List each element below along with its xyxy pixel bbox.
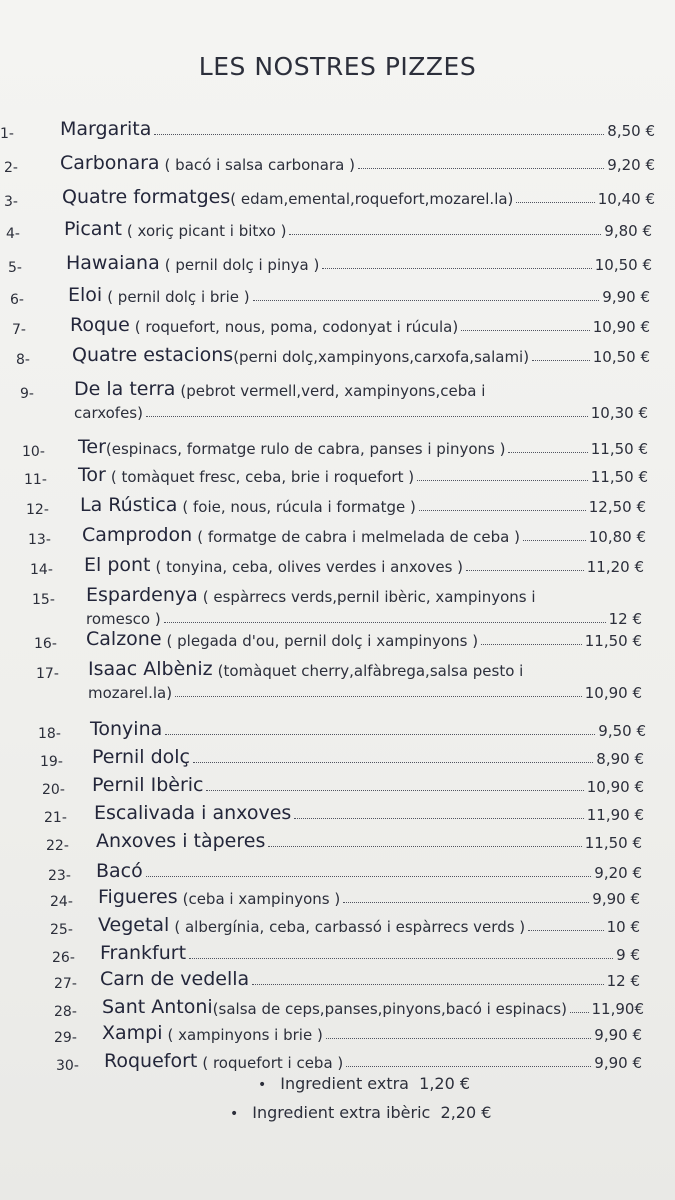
bullet-icon: • <box>230 1106 239 1122</box>
pizza-ingredients: ( albergínia, ceba, carbassó i espàrrecs verds ) <box>174 918 526 936</box>
pizza-number: 18- <box>38 726 61 742</box>
extra-iberic-ingredient <box>230 1103 491 1122</box>
pizza-name: Hawaiana <box>66 252 160 274</box>
pizza-number: 25- <box>50 922 73 938</box>
extra-price: 2,20 € <box>440 1103 492 1122</box>
pizza-price: 11,50 € <box>584 834 642 852</box>
pizza-price: 12 € <box>608 610 642 628</box>
pizza-ingredients: (ceba i xampinyons ) <box>182 890 341 908</box>
pizza-price: 9,20 € <box>607 156 655 174</box>
dot-leader <box>175 696 582 697</box>
pizza-ingredients: ( tonyina, ceba, olives verdes i anxoves ) <box>155 558 463 576</box>
extra-price: 1,20 € <box>419 1074 471 1093</box>
dot-leader <box>165 734 595 735</box>
dot-leader <box>523 540 586 541</box>
dot-leader <box>532 360 590 361</box>
pizza-number: 8- <box>16 352 30 368</box>
pizza-number: 22- <box>46 838 69 854</box>
pizza-name: Pernil dolç <box>92 746 190 768</box>
pizza-name: Espardenya <box>86 584 198 606</box>
pizza-name: Quatre estacions <box>72 344 234 366</box>
pizza-name: Sant Antoni <box>102 996 213 1018</box>
pizza-price: 9,50 € <box>598 722 646 740</box>
dot-leader <box>508 452 587 453</box>
pizza-price: 12,50 € <box>588 498 646 516</box>
pizza-number: 9- <box>20 386 34 402</box>
pizza-name: Camprodon <box>82 524 193 546</box>
dot-leader <box>417 480 588 481</box>
pizza-number: 20- <box>42 782 65 798</box>
pizza-price: 9,20 € <box>594 864 642 882</box>
pizza-ingredients: ( foie, nous, rúcula i formatge ) <box>182 498 416 516</box>
pizza-number: 10- <box>22 444 45 460</box>
pizza-name: Quatre formatges <box>62 186 231 208</box>
pizza-number: 6- <box>10 292 24 308</box>
pizza-name: Carn de vedella <box>100 968 250 990</box>
extra-ingredient <box>258 1074 470 1093</box>
dot-leader <box>570 1012 589 1013</box>
pizza-name: Eloi <box>68 284 103 306</box>
pizza-number: 11- <box>24 472 47 488</box>
pizza-number: 23- <box>48 868 71 884</box>
pizza-number: 30- <box>56 1058 79 1074</box>
pizza-ingredients: ( pernil dolç i pinya ) <box>164 256 320 274</box>
pizza-name: Anxoves i tàperes <box>96 830 266 852</box>
pizza-price: 11,50 € <box>584 632 642 650</box>
pizza-name: El pont <box>84 554 151 576</box>
pizza-price: 9,90 € <box>602 288 650 306</box>
pizza-name: Xampi <box>102 1022 163 1044</box>
pizza-ingredients-continued: carxofes) <box>74 404 143 422</box>
pizza-price: 10,90 € <box>586 778 644 796</box>
pizza-name: Picant <box>64 218 122 240</box>
pizza-name: Frankfurt <box>100 942 187 964</box>
pizza-number: 19- <box>40 754 63 770</box>
pizza-price: 11,20 € <box>586 558 644 576</box>
pizza-price: 8,90 € <box>596 750 644 768</box>
pizza-number: 5- <box>8 260 22 276</box>
pizza-name: Roque <box>70 314 130 336</box>
pizza-price: 10 € <box>606 918 640 936</box>
pizza-ingredients: ( roquefort, nous, poma, codonyat i rúcula) <box>134 318 459 336</box>
pizza-number: 12- <box>26 502 49 518</box>
bullet-icon: • <box>258 1077 267 1093</box>
pizza-price: 9,90 € <box>594 1026 642 1044</box>
pizza-number: 15- <box>32 592 55 608</box>
extra-label: Ingredient extra ibèric <box>252 1103 431 1122</box>
pizza-price: 11,50 € <box>590 440 648 458</box>
pizza-name: Roquefort <box>104 1050 198 1072</box>
pizza-ingredients: ( edam,emental,roquefort,mozarel.la) <box>230 190 514 208</box>
pizza-number: 7- <box>12 322 26 338</box>
pizza-number: 21- <box>44 810 67 826</box>
pizza-price: 9,80 € <box>604 222 652 240</box>
dot-leader <box>289 234 601 235</box>
dot-leader <box>146 876 592 877</box>
dot-leader <box>466 570 584 571</box>
pizza-ingredients: ( bacó i salsa carbonara ) <box>164 156 355 174</box>
pizza-number: 13- <box>28 532 51 548</box>
pizza-ingredients: ( xampinyons i brie ) <box>167 1026 323 1044</box>
pizza-number: 14- <box>30 562 53 578</box>
dot-leader <box>146 416 588 417</box>
pizza-ingredients: ( roquefort i ceba ) <box>202 1054 344 1072</box>
pizza-ingredients-continued: mozarel.la) <box>88 684 173 702</box>
pizza-number: 26- <box>52 950 75 966</box>
pizza-price: 10,50 € <box>594 256 652 274</box>
dot-leader <box>294 818 583 819</box>
pizza-ingredients: (espinacs, formatge rulo de cabra, panses i pinyons ) <box>105 440 506 458</box>
pizza-name: De la terra <box>74 378 176 400</box>
pizza-ingredients: ( xoriç picant i bitxo ) <box>126 222 287 240</box>
pizza-name: Vegetal <box>98 914 170 936</box>
dot-leader <box>268 846 581 847</box>
pizza-name: Carbonara <box>60 152 160 174</box>
dot-leader <box>481 644 582 645</box>
pizza-number: 28- <box>54 1004 77 1020</box>
dot-leader <box>326 1038 591 1039</box>
pizza-price: 10,90 € <box>592 318 650 336</box>
pizza-price: 9,90 € <box>594 1054 642 1072</box>
dot-leader <box>358 168 604 169</box>
dot-leader <box>164 622 606 623</box>
dot-leader <box>346 1066 591 1067</box>
pizza-price: 10,40 € <box>597 190 655 208</box>
dot-leader <box>419 510 586 511</box>
pizza-ingredients-continued: romesco ) <box>86 610 161 628</box>
dot-leader <box>253 300 600 301</box>
pizza-number: 2- <box>4 160 18 176</box>
pizza-name: Ter <box>78 436 106 458</box>
dot-leader <box>343 902 589 903</box>
pizza-price: 9 € <box>616 946 640 964</box>
pizza-ingredients: ( tomàquet fresc, ceba, brie i roquefort ) <box>110 468 415 486</box>
dot-leader <box>154 134 604 135</box>
pizza-price: 9,90 € <box>592 890 640 908</box>
pizza-number: 4- <box>6 226 20 242</box>
dot-leader <box>193 762 593 763</box>
dot-leader <box>189 958 613 959</box>
pizza-number: 27- <box>54 976 77 992</box>
pizza-name: Tonyina <box>90 718 163 740</box>
pizza-name: Isaac Albèniz <box>88 658 213 680</box>
pizza-name: Tor <box>78 464 106 486</box>
pizza-ingredients: ( pernil dolç i brie ) <box>107 288 250 306</box>
extra-label: Ingredient extra <box>280 1074 409 1093</box>
pizza-number: 24- <box>50 894 73 910</box>
pizza-name: Calzone <box>86 628 162 650</box>
pizza-name: Figueres <box>98 886 178 908</box>
pizza-number: 29- <box>54 1030 77 1046</box>
pizza-ingredients: (tomàquet cherry,alfàbrega,salsa pesto i <box>217 662 524 680</box>
dot-leader <box>322 268 591 269</box>
pizza-ingredients: (pebrot vermell,verd, xampinyons,ceba i <box>180 382 486 400</box>
pizza-name: La Rústica <box>80 494 178 516</box>
menu-title: LES NOSTRES PIZZES <box>198 52 477 81</box>
pizza-price: 8,50 € <box>607 122 655 140</box>
dot-leader <box>461 330 590 331</box>
pizza-name: Margarita <box>60 118 152 140</box>
dot-leader <box>252 984 603 985</box>
pizza-number: 1- <box>0 126 14 142</box>
pizza-number: 16- <box>34 636 57 652</box>
pizza-price: 11,90€ <box>591 1000 644 1018</box>
pizza-ingredients: (perni dolç,xampinyons,carxofa,salami) <box>233 348 530 366</box>
pizza-price: 11,90 € <box>586 806 644 824</box>
pizza-price: 12 € <box>606 972 640 990</box>
pizza-name: Bacó <box>96 860 143 882</box>
pizza-price: 10,30 € <box>590 404 648 422</box>
dot-leader <box>528 930 603 931</box>
dot-leader <box>206 790 583 791</box>
pizza-ingredients: (salsa de ceps,panses,pinyons,bacó i espinacs) <box>212 1000 567 1018</box>
pizza-price: 11,50 € <box>590 468 648 486</box>
pizza-ingredients: ( formatge de cabra i melmelada de ceba ) <box>197 528 520 546</box>
dot-leader <box>516 202 594 203</box>
pizza-name: Pernil Ibèric <box>92 774 204 796</box>
pizza-price: 10,50 € <box>592 348 650 366</box>
pizza-ingredients: ( espàrrecs verds,pernil ibèric, xampinyons i <box>202 588 536 606</box>
pizza-price: 10,90 € <box>584 684 642 702</box>
pizza-name: Escalivada i anxoves <box>94 802 292 824</box>
pizza-number: 17- <box>36 666 59 682</box>
pizza-ingredients: ( plegada d'ou, pernil dolç i xampinyons ) <box>166 632 479 650</box>
pizza-price: 10,80 € <box>588 528 646 546</box>
pizza-number: 3- <box>4 194 18 210</box>
